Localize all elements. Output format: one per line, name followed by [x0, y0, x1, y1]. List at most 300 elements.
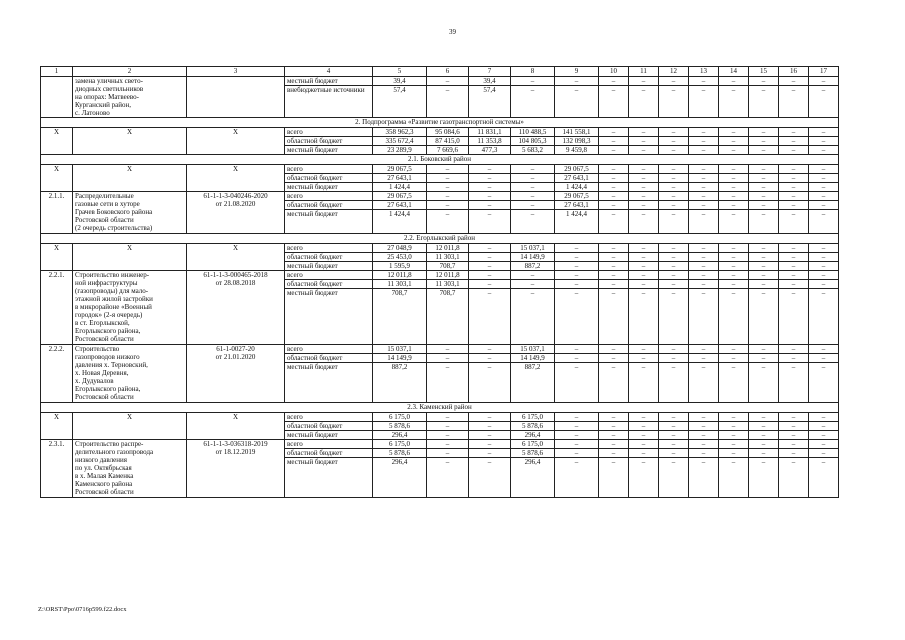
x-mark: X: [187, 413, 285, 440]
amount: –: [629, 271, 659, 280]
amount: –: [689, 146, 719, 155]
amount: –: [719, 354, 749, 363]
amount: –: [779, 165, 809, 174]
amount: –: [809, 128, 839, 137]
amount: –: [469, 354, 511, 363]
amount: –: [689, 422, 719, 431]
amount: –: [719, 165, 749, 174]
amount: –: [629, 280, 659, 289]
amount: –: [779, 345, 809, 354]
x-mark: X: [73, 128, 187, 155]
amount: –: [427, 449, 469, 458]
amount: –: [779, 458, 809, 498]
budget-type: всего: [285, 345, 373, 354]
amount: –: [629, 449, 659, 458]
description-line: газовые сети в хуторе: [75, 200, 140, 208]
amount: –: [719, 174, 749, 183]
amount: –: [427, 174, 469, 183]
item-number: 2.3.1.: [41, 440, 73, 498]
column-number: 3: [187, 67, 285, 77]
amount: –: [427, 77, 469, 86]
budget-type: местный бюджет: [285, 210, 373, 234]
amount: –: [779, 440, 809, 449]
amount: –: [659, 253, 689, 262]
amount: –: [809, 192, 839, 201]
amount: –: [629, 77, 659, 86]
budget-type: областной бюджет: [285, 174, 373, 183]
amount: –: [809, 431, 839, 440]
amount: –: [469, 458, 511, 498]
amount: 27 048,9: [373, 244, 427, 253]
table-row: [41, 165, 839, 174]
amount: –: [809, 210, 839, 234]
amount: –: [469, 244, 511, 253]
table-row: [41, 413, 839, 422]
amount: –: [779, 413, 809, 422]
amount: –: [629, 363, 659, 403]
budget-type: областной бюджет: [285, 449, 373, 458]
amount: –: [689, 280, 719, 289]
amount: –: [749, 271, 779, 280]
amount: –: [689, 354, 719, 363]
description: [73, 271, 187, 345]
column-number: 5: [373, 67, 427, 77]
amount: –: [629, 262, 659, 271]
description-line: Распределительные: [75, 192, 134, 200]
amount: –: [599, 345, 629, 354]
amount: –: [629, 137, 659, 146]
x-mark: X: [73, 165, 187, 192]
amount: –: [659, 345, 689, 354]
budget-type: местный бюджет: [285, 183, 373, 192]
amount: –: [689, 413, 719, 422]
amount: –: [555, 458, 599, 498]
amount: –: [659, 440, 689, 449]
amount: –: [469, 422, 511, 431]
amount: –: [719, 449, 749, 458]
amount: –: [599, 422, 629, 431]
amount: –: [809, 86, 839, 118]
column-number: 10: [599, 67, 629, 77]
amount: –: [809, 354, 839, 363]
amount: –: [659, 77, 689, 86]
description-line: газопроводов низкого: [75, 353, 140, 361]
amount: –: [689, 165, 719, 174]
amount: –: [719, 262, 749, 271]
column-number: 1: [41, 67, 73, 77]
amount: –: [555, 86, 599, 118]
amount: –: [809, 77, 839, 86]
description-line: Егорлыкского района,: [75, 385, 141, 393]
column-number: 16: [779, 67, 809, 77]
budget-type: областной бюджет: [285, 354, 373, 363]
amount: –: [749, 174, 779, 183]
column-number: 14: [719, 67, 749, 77]
amount: –: [749, 262, 779, 271]
amount: 5 878,6: [373, 449, 427, 458]
amount: 887,2: [511, 363, 555, 403]
amount: –: [719, 431, 749, 440]
x-mark: X: [187, 165, 285, 192]
amount: –: [779, 280, 809, 289]
column-number: 6: [427, 67, 469, 77]
amount: –: [659, 137, 689, 146]
amount: –: [555, 413, 599, 422]
column-number: 15: [749, 67, 779, 77]
amount: –: [719, 201, 749, 210]
description-line: 61-1-1-3-000465-2018: [203, 271, 268, 279]
cell: [41, 77, 73, 118]
amount: –: [555, 289, 599, 345]
amount: –: [689, 431, 719, 440]
amount: –: [719, 183, 749, 192]
amount: –: [749, 440, 779, 449]
amount: 1 424,4: [555, 183, 599, 192]
amount: –: [629, 201, 659, 210]
amount: –: [599, 183, 629, 192]
amount: –: [599, 137, 629, 146]
amount: –: [689, 86, 719, 118]
description-line: Ростовской области: [75, 393, 134, 401]
x-mark: X: [41, 244, 73, 271]
amount: –: [719, 280, 749, 289]
amount: –: [629, 440, 659, 449]
amount: –: [629, 413, 659, 422]
amount: –: [469, 183, 511, 192]
description-line: в х. Малая Каменка: [75, 472, 134, 480]
amount: –: [689, 128, 719, 137]
amount: –: [599, 77, 629, 86]
amount: –: [629, 458, 659, 498]
amount: 12 011,8: [427, 244, 469, 253]
amount: 708,7: [373, 289, 427, 345]
amount: –: [779, 201, 809, 210]
amount: –: [749, 363, 779, 403]
file-path-footer: Z:\ORST\Ppo\0716p599.f22.docx: [38, 606, 127, 613]
amount: 887,2: [511, 262, 555, 271]
amount: 27 643,1: [373, 174, 427, 183]
amount: –: [469, 253, 511, 262]
amount: –: [809, 363, 839, 403]
amount: –: [555, 363, 599, 403]
amount: –: [629, 354, 659, 363]
amount: 6 175,0: [511, 440, 555, 449]
amount: –: [749, 289, 779, 345]
description-line: замена уличных свето-: [75, 77, 143, 85]
budget-type: местный бюджет: [285, 458, 373, 498]
section-row: [41, 403, 839, 413]
amount: –: [629, 289, 659, 345]
amount: –: [779, 253, 809, 262]
description-line: диодных светильников: [75, 85, 144, 93]
amount: –: [719, 253, 749, 262]
description-line: Курганский район,: [75, 101, 131, 109]
description-line: от 21.01.2020: [215, 353, 256, 361]
amount: –: [689, 271, 719, 280]
amount: 5 683,2: [511, 146, 555, 155]
budget-type: местный бюджет: [285, 146, 373, 155]
description: [73, 192, 187, 234]
amount: 5 878,6: [511, 449, 555, 458]
amount: –: [599, 449, 629, 458]
amount: –: [779, 271, 809, 280]
item-number: 2.1.1.: [41, 192, 73, 234]
budget-type: местный бюджет: [285, 431, 373, 440]
amount: –: [719, 458, 749, 498]
description-line: Егорлыкского района,: [75, 327, 141, 335]
amount: –: [779, 244, 809, 253]
amount: 335 672,4: [373, 137, 427, 146]
section-row: [41, 155, 839, 165]
registration-code: [187, 345, 285, 403]
amount: 95 084,6: [427, 128, 469, 137]
table-row: [41, 128, 839, 137]
amount: 6 175,0: [373, 440, 427, 449]
amount: 9 459,8: [555, 146, 599, 155]
description: [73, 345, 187, 403]
amount: –: [555, 244, 599, 253]
x-mark: X: [187, 128, 285, 155]
amount: –: [599, 289, 629, 345]
amount: –: [427, 165, 469, 174]
amount: 141 558,1: [555, 128, 599, 137]
amount: –: [779, 289, 809, 345]
amount: –: [511, 201, 555, 210]
amount: –: [809, 253, 839, 262]
amount: –: [469, 431, 511, 440]
amount: –: [599, 192, 629, 201]
amount: –: [749, 137, 779, 146]
amount: 11 303,1: [373, 280, 427, 289]
description-line: делительного газопровода: [75, 448, 154, 456]
amount: 12 011,8: [427, 271, 469, 280]
amount: 1 424,4: [373, 183, 427, 192]
amount: –: [427, 440, 469, 449]
amount: –: [659, 165, 689, 174]
registration-code: [187, 192, 285, 234]
description-line: с. Латоново: [75, 109, 110, 117]
section-title: 2.3. Каменский район: [41, 403, 839, 413]
amount: 15 037,1: [511, 244, 555, 253]
amount: –: [809, 458, 839, 498]
amount: –: [779, 431, 809, 440]
amount: –: [599, 280, 629, 289]
amount: 23 289,9: [373, 146, 427, 155]
header-row: [41, 67, 839, 77]
amount: –: [749, 86, 779, 118]
amount: –: [555, 422, 599, 431]
amount: –: [469, 440, 511, 449]
table-row: [41, 244, 839, 253]
amount: –: [809, 165, 839, 174]
description-line: 61-1-1-3-036318-2019: [203, 440, 268, 448]
amount: –: [779, 210, 809, 234]
amount: –: [511, 86, 555, 118]
description-line: низкого давления: [75, 456, 127, 464]
amount: –: [779, 354, 809, 363]
section-title: 2.1. Боковский район: [41, 155, 839, 165]
amount: 296,4: [373, 458, 427, 498]
budget-type: областной бюджет: [285, 253, 373, 262]
amount: –: [469, 271, 511, 280]
amount: –: [719, 363, 749, 403]
amount: 14 149,9: [373, 354, 427, 363]
amount: 6 175,0: [511, 413, 555, 422]
x-mark: X: [73, 244, 187, 271]
description-line: от 21.08.2020: [215, 200, 256, 208]
amount: 7 669,6: [427, 146, 469, 155]
budget-type: областной бюджет: [285, 201, 373, 210]
amount: –: [719, 413, 749, 422]
description-line: 61-1-1-3-040246-2020: [203, 192, 268, 200]
amount: –: [689, 253, 719, 262]
amount: –: [689, 201, 719, 210]
description-line: 61-1-0027-20: [216, 345, 255, 353]
amount: –: [659, 422, 689, 431]
amount: –: [809, 413, 839, 422]
amount: 57,4: [373, 86, 427, 118]
budget-type: всего: [285, 413, 373, 422]
amount: –: [689, 77, 719, 86]
table-row: [41, 192, 839, 201]
amount: –: [511, 192, 555, 201]
amount: 87 415,0: [427, 137, 469, 146]
column-number: 17: [809, 67, 839, 77]
amount: –: [511, 174, 555, 183]
amount: 11 303,1: [427, 280, 469, 289]
amount: 358 962,3: [373, 128, 427, 137]
description-line: (2 очередь строительства): [75, 224, 153, 232]
amount: –: [779, 363, 809, 403]
amount: –: [555, 262, 599, 271]
amount: –: [809, 289, 839, 345]
amount: –: [749, 253, 779, 262]
description-line: этажной жилой застройки: [75, 295, 153, 303]
budget-table: [40, 66, 839, 498]
budget-type: областной бюджет: [285, 280, 373, 289]
amount: –: [689, 440, 719, 449]
amount: –: [779, 183, 809, 192]
amount: 296,4: [511, 458, 555, 498]
x-mark: X: [41, 128, 73, 155]
amount: –: [779, 86, 809, 118]
amount: 1 595,9: [373, 262, 427, 271]
amount: –: [659, 413, 689, 422]
amount: –: [427, 192, 469, 201]
amount: –: [599, 253, 629, 262]
amount: –: [629, 128, 659, 137]
amount: –: [469, 174, 511, 183]
amount: 110 488,5: [511, 128, 555, 137]
amount: –: [555, 77, 599, 86]
amount: –: [749, 431, 779, 440]
amount: –: [469, 280, 511, 289]
amount: –: [427, 210, 469, 234]
amount: –: [659, 363, 689, 403]
amount: 15 037,1: [511, 345, 555, 354]
amount: –: [427, 345, 469, 354]
amount: –: [749, 201, 779, 210]
amount: –: [809, 183, 839, 192]
amount: 5 878,6: [373, 422, 427, 431]
amount: 57,4: [469, 86, 511, 118]
amount: –: [469, 413, 511, 422]
amount: –: [659, 244, 689, 253]
amount: 12 011,8: [373, 271, 427, 280]
amount: –: [599, 363, 629, 403]
description-line: х. Дудувалов: [75, 377, 114, 385]
description-line: Строительство инженер-: [75, 271, 150, 279]
amount: –: [689, 458, 719, 498]
amount: –: [599, 413, 629, 422]
amount: –: [469, 210, 511, 234]
amount: –: [659, 262, 689, 271]
amount: –: [689, 244, 719, 253]
amount: 15 037,1: [373, 345, 427, 354]
amount: 1 424,4: [373, 210, 427, 234]
amount: –: [659, 174, 689, 183]
amount: –: [749, 422, 779, 431]
amount: –: [809, 449, 839, 458]
description-line: х. Новая Деревня,: [75, 369, 129, 377]
amount: –: [511, 165, 555, 174]
amount: –: [779, 146, 809, 155]
amount: –: [749, 458, 779, 498]
amount: –: [659, 201, 689, 210]
amount: –: [469, 262, 511, 271]
amount: –: [719, 137, 749, 146]
amount: –: [809, 137, 839, 146]
amount: –: [719, 422, 749, 431]
x-mark: X: [41, 165, 73, 192]
amount: –: [659, 210, 689, 234]
description-line: на опорах: Матвеево-: [75, 93, 139, 101]
amount: –: [779, 128, 809, 137]
section-row: [41, 234, 839, 244]
column-number: 11: [629, 67, 659, 77]
amount: –: [719, 345, 749, 354]
amount: –: [659, 449, 689, 458]
amount: –: [779, 174, 809, 183]
amount: –: [749, 77, 779, 86]
amount: –: [719, 146, 749, 155]
amount: –: [599, 128, 629, 137]
registration-code: [187, 440, 285, 498]
description-line: по ул. Октябрьская: [75, 464, 132, 472]
amount: –: [809, 280, 839, 289]
amount: –: [689, 262, 719, 271]
amount: –: [599, 174, 629, 183]
amount: –: [427, 354, 469, 363]
description-line: Строительство: [75, 345, 120, 353]
description: [73, 77, 187, 118]
amount: –: [689, 210, 719, 234]
amount: –: [809, 440, 839, 449]
amount: –: [555, 354, 599, 363]
amount: –: [427, 458, 469, 498]
amount: –: [599, 86, 629, 118]
amount: 11 303,1: [427, 253, 469, 262]
amount: –: [749, 449, 779, 458]
description: [73, 440, 187, 498]
description-line: Грачев Боковского района: [75, 208, 153, 216]
cell: [187, 77, 285, 118]
amount: –: [469, 449, 511, 458]
amount: –: [599, 354, 629, 363]
amount: –: [555, 345, 599, 354]
column-number: 12: [659, 67, 689, 77]
column-number: 13: [689, 67, 719, 77]
